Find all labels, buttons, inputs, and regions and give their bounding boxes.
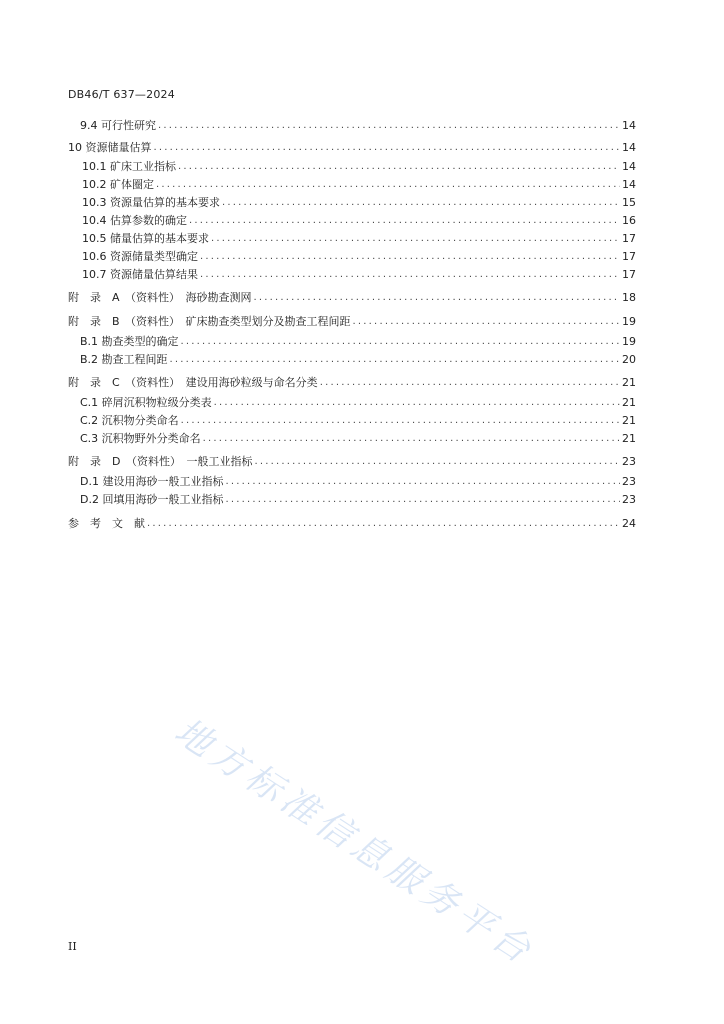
toc-item-page: 16 (622, 214, 636, 227)
toc-item-label: C.2 沉积物分类命名 (80, 414, 179, 427)
toc-item-label: 10.5 储量估算的基本要求 (82, 232, 209, 245)
toc-leader-dots (189, 214, 620, 228)
toc-item-page: 20 (622, 353, 636, 366)
toc-item-page: 21 (622, 396, 636, 409)
toc-item-page: 18 (622, 291, 636, 304)
toc-item-page: 19 (622, 335, 636, 348)
toc-item[interactable] (82, 250, 636, 264)
toc-item-label: 附 录 A （资料性） 海砂勘查测网 (68, 291, 252, 304)
toc-leader-dots (158, 119, 620, 133)
toc-leader-dots (200, 250, 620, 264)
toc-item-label: 附 录 C （资料性） 建设用海砂粒级与命名分类 (68, 376, 318, 389)
toc-leader-dots (203, 432, 620, 446)
toc-item-page: 19 (622, 315, 636, 328)
toc-item-label: C.1 碎屑沉积物粒级分类表 (80, 396, 212, 409)
toc-item-label: C.3 沉积物野外分类命名 (80, 432, 201, 445)
toc-item-label: 10.6 资源储量类型确定 (82, 250, 198, 263)
toc-item-page: 14 (622, 119, 636, 132)
toc-item[interactable] (68, 517, 636, 531)
toc-item[interactable] (82, 214, 636, 228)
toc-item[interactable] (82, 178, 636, 192)
toc-item-page: 15 (622, 196, 636, 209)
toc-item-label: 10.3 资源量估算的基本要求 (82, 196, 220, 209)
toc-item-label: 10 资源储量估算 (68, 141, 152, 154)
toc-item-page: 23 (622, 455, 636, 468)
toc-leader-dots (156, 178, 620, 192)
toc-item-page: 17 (622, 268, 636, 281)
toc-item-page: 23 (622, 493, 636, 506)
toc-leader-dots (154, 141, 621, 155)
toc-leader-dots (181, 335, 620, 349)
toc-leader-dots (320, 376, 620, 390)
toc-leader-dots (225, 475, 620, 489)
toc-leader-dots (178, 160, 620, 174)
toc-leader-dots (181, 414, 620, 428)
toc-item[interactable] (80, 493, 636, 507)
toc-item[interactable] (80, 335, 636, 349)
toc-item-page: 21 (622, 432, 636, 445)
toc-item-label: B.2 勘查工程间距 (80, 353, 168, 366)
toc-item-label: 10.2 矿体圈定 (82, 178, 154, 191)
toc-item[interactable] (80, 414, 636, 428)
toc-item[interactable] (68, 291, 636, 305)
toc-leader-dots (222, 196, 620, 210)
toc-item[interactable] (82, 232, 636, 246)
toc-leader-dots (214, 396, 620, 410)
toc-leader-dots (353, 315, 620, 329)
toc-item-page: 21 (622, 414, 636, 427)
watermark-text: 地方标准信息服务平台 (167, 710, 542, 974)
toc-item-label: 10.4 估算参数的确定 (82, 214, 187, 227)
toc-item[interactable] (80, 119, 636, 133)
toc-leader-dots (254, 455, 620, 469)
toc-leader-dots (254, 291, 620, 305)
toc-item-page: 14 (622, 178, 636, 191)
toc-leader-dots (211, 232, 620, 246)
toc-item-label: D.2 回填用海砂一般工业指标 (80, 493, 224, 506)
toc-item-page: 24 (622, 517, 636, 530)
toc-item[interactable] (80, 475, 636, 489)
toc-item-page: 23 (622, 475, 636, 488)
toc-item-page: 17 (622, 232, 636, 245)
toc-item-page: 14 (622, 141, 636, 154)
toc-item[interactable] (82, 268, 636, 282)
toc-item[interactable] (68, 315, 636, 329)
toc-item-label: 参 考 文 献 (68, 517, 145, 530)
toc-leader-dots (147, 517, 620, 531)
toc-item-label: D.1 建设用海砂一般工业指标 (80, 475, 224, 488)
toc-item-label: 9.4 可行性研究 (80, 119, 156, 132)
toc-item-label: 附 录 D （资料性） 一般工业指标 (68, 455, 253, 468)
toc-item[interactable] (80, 353, 636, 367)
toc-item-label: 附 录 B （资料性） 矿床勘查类型划分及勘查工程间距 (68, 315, 351, 328)
toc-item[interactable] (68, 141, 636, 155)
toc-item[interactable] (80, 432, 636, 446)
toc-leader-dots (170, 353, 620, 367)
document-code: DB46/T 637—2024 (68, 88, 175, 101)
toc-item-page: 17 (622, 250, 636, 263)
toc-item[interactable] (68, 455, 636, 469)
toc-leader-dots (200, 268, 620, 282)
toc-item[interactable] (68, 376, 636, 390)
toc-item-page: 21 (622, 376, 636, 389)
toc-item-page: 14 (622, 160, 636, 173)
page-number: II (68, 940, 77, 953)
toc-item-label: 10.1 矿床工业指标 (82, 160, 176, 173)
toc-item[interactable] (82, 160, 636, 174)
toc-item[interactable] (80, 396, 636, 410)
toc-item-label: 10.7 资源储量估算结果 (82, 268, 198, 281)
toc-item-label: B.1 勘查类型的确定 (80, 335, 179, 348)
toc-leader-dots (225, 493, 620, 507)
toc-item[interactable] (82, 196, 636, 210)
